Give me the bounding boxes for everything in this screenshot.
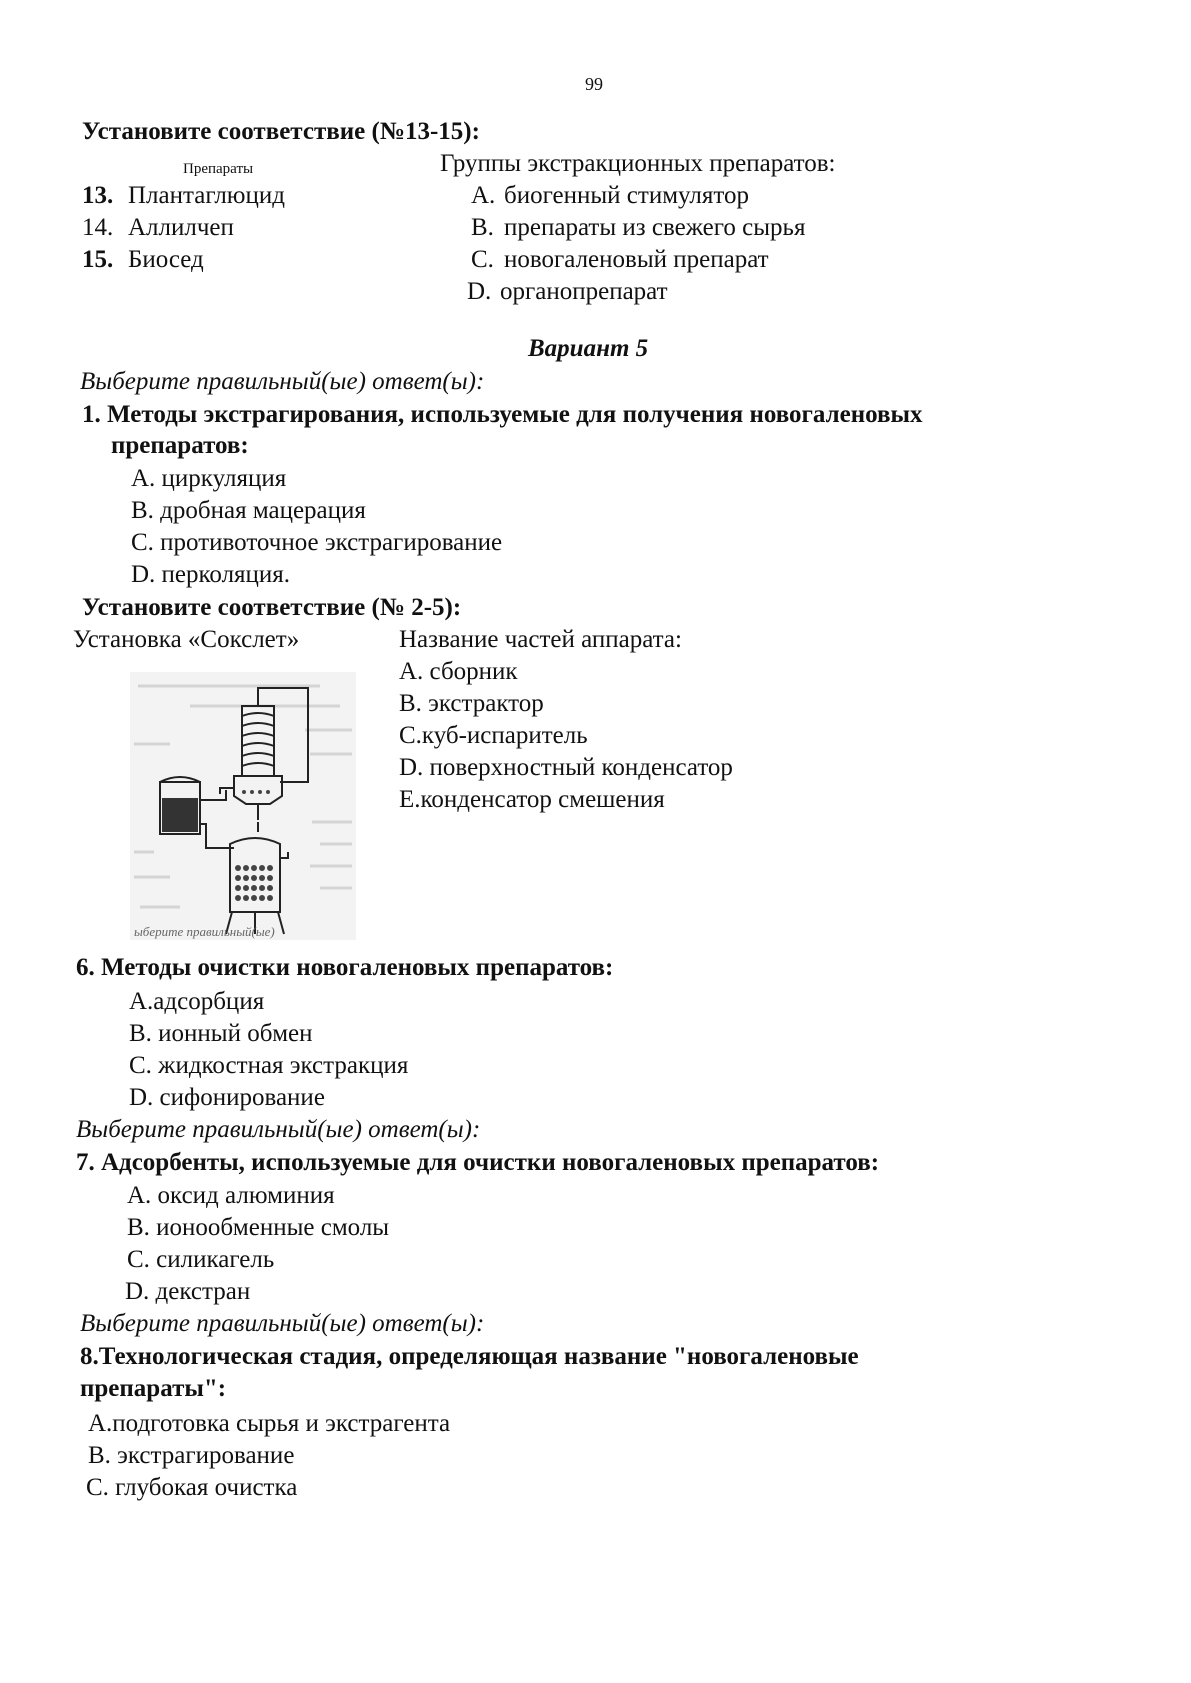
option-text: препараты из свежего сырья <box>504 214 806 241</box>
instruction: Выберите правильный(ые) ответ(ы): <box>76 1116 481 1143</box>
column-header-preparations: Препараты <box>183 161 254 177</box>
match-heading: Установите соответствие (№13-15): <box>82 118 480 145</box>
column-header-groups: Группы экстракционных препаратов: <box>440 150 836 177</box>
match-option: B. экстрактор <box>399 690 544 717</box>
item-number: 15. <box>82 246 114 273</box>
answer-option: D. перколяция. <box>131 561 291 588</box>
question-1-title-cont: препаратов: <box>111 432 249 459</box>
answer-option: C. противоточное экстрагирование <box>131 529 503 556</box>
soxhlet-diagram-svg <box>130 672 356 940</box>
page-number: 99 <box>585 74 603 94</box>
column-header-apparatus: Установка «Сокслет» <box>73 626 300 653</box>
answer-option: B. дробная мацерация <box>131 497 366 524</box>
item-text: Биосед <box>128 246 204 273</box>
question-8-title: 8.Технологическая стадия, определяющая название "новогаленовые <box>80 1343 859 1370</box>
figure-caption-fragment: ыберите правильный(ые) <box>134 924 275 939</box>
item-text: Аллилчеп <box>128 214 234 241</box>
option-label: C. <box>471 246 494 273</box>
soxhlet-apparatus-figure <box>130 672 356 940</box>
option-label: A. <box>471 182 496 209</box>
answer-option: A.подготовка сырья и экстрагента <box>88 1410 451 1437</box>
match-option: C.куб-испаритель <box>399 722 588 749</box>
question-6-title: 6. Методы очистки новогаленовых препаратов: <box>76 954 614 981</box>
match-option <box>471 181 749 211</box>
item-number: 14. <box>82 214 114 241</box>
answer-option: A. циркуляция <box>131 465 287 492</box>
answer-option: C. жидкостная экстракция <box>129 1052 409 1079</box>
answer-option: C. силикагель <box>127 1246 275 1273</box>
option-text: биогенный стимулятор <box>504 182 749 209</box>
answer-option: A. оксид алюминия <box>127 1182 335 1209</box>
answer-option: B. ионообменные смолы <box>127 1214 390 1241</box>
match-option: D. поверхностный конденсатор <box>399 754 733 781</box>
match-heading: Установите соответствие (№ 2-5): <box>82 594 462 621</box>
option-label: D. <box>467 278 492 305</box>
option-text: органопрепарат <box>500 278 668 305</box>
match-option: E.конденсатор смешения <box>399 786 665 813</box>
match-item <box>82 245 204 275</box>
question-8-title-cont: препараты": <box>80 1375 227 1402</box>
variant-title: Вариант 5 <box>528 335 649 362</box>
question-1-title: 1. Методы экстрагирования, используемые для получения новогаленовых <box>82 401 923 428</box>
match-item <box>82 181 285 211</box>
answer-option: C. глубокая очистка <box>86 1474 298 1501</box>
match-option: A. сборник <box>399 658 518 685</box>
match-option <box>471 245 769 275</box>
option-label: B. <box>471 214 494 241</box>
instruction: Выберите правильный(ые) ответ(ы): <box>80 368 485 395</box>
answer-option: D. сифонирование <box>129 1084 325 1111</box>
answer-option: B. экстрагирование <box>88 1442 295 1469</box>
match-item <box>82 213 234 243</box>
option-text: новогаленовый препарат <box>504 246 769 273</box>
instruction: Выберите правильный(ые) ответ(ы): <box>80 1310 485 1337</box>
item-number: 13. <box>82 182 114 209</box>
answer-option: B. ионный обмен <box>129 1020 313 1047</box>
item-text: Плантаглюцид <box>128 182 285 209</box>
question-7-title: 7. Адсорбенты, используемые для очистки новогаленовых препаратов: <box>76 1149 880 1176</box>
match-option <box>467 277 668 307</box>
answer-option: A.адсорбция <box>129 988 265 1015</box>
column-header-parts: Название частей аппарата: <box>399 626 682 653</box>
answer-option: D. декстран <box>125 1278 251 1305</box>
match-option <box>471 213 805 243</box>
